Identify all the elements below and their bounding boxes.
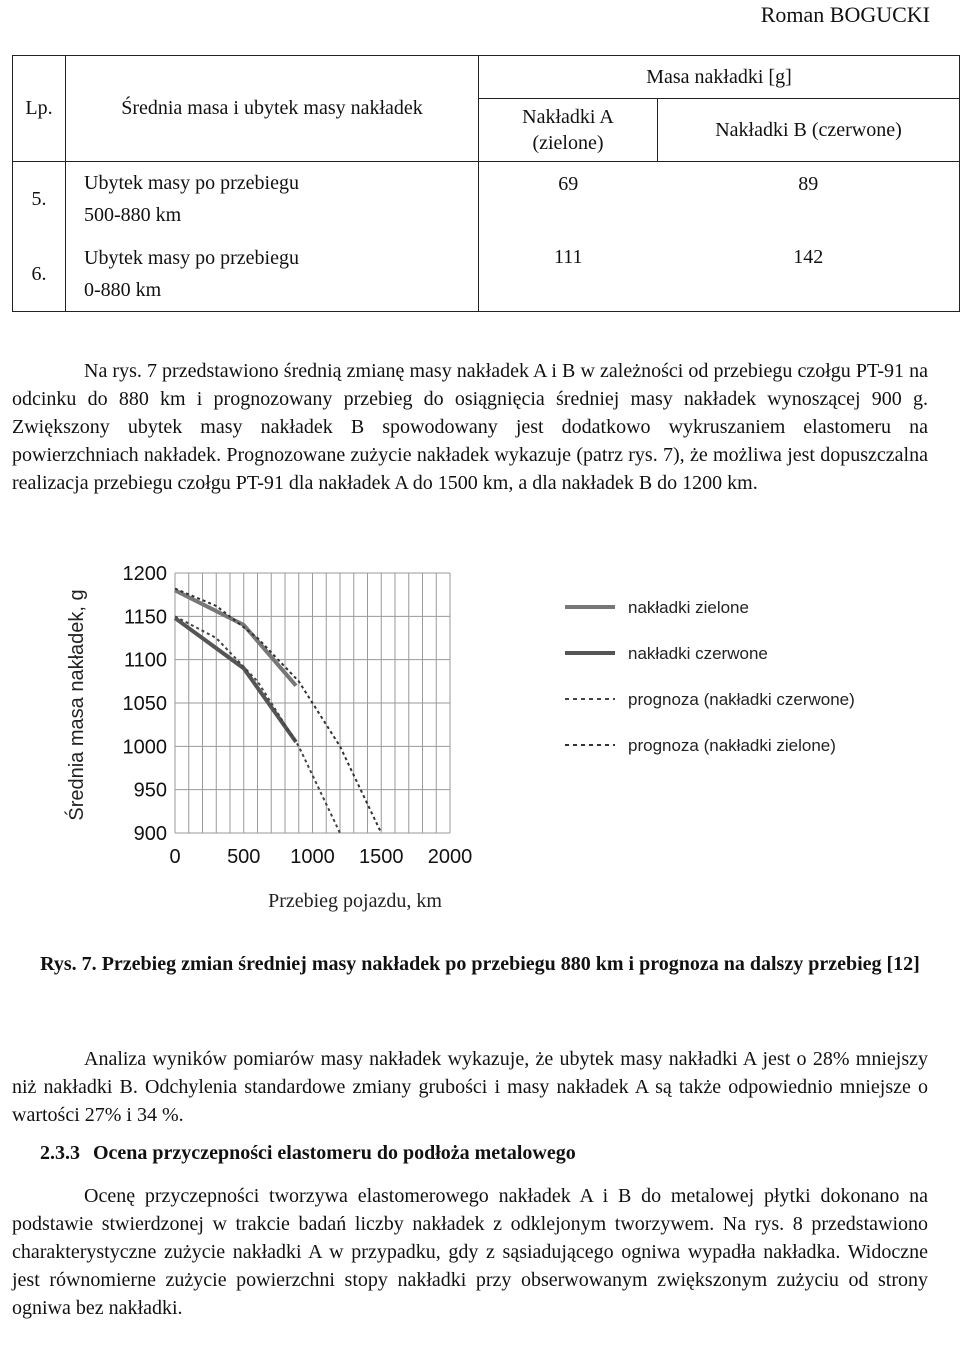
caption-text: Przebieg zmian średniej masy nakładek po przebiegu 880 km i prognoza na dalszy przebieg [12] [101, 953, 920, 975]
mass-table [12, 55, 960, 312]
series-line [175, 618, 296, 742]
row-lp: 6. [13, 237, 66, 312]
x-tick-label: 1500 [359, 846, 404, 868]
y-tick-label: 900 [133, 823, 167, 845]
y-tick-label: 950 [133, 779, 167, 802]
col-a-header-line1: Nakładki A [522, 106, 614, 128]
paragraph-1-text: Na rys. 7 przedstawiono średnią zmianę masy nakładek A i B w zależności od przebiegu czołgu PT-91 na odcinku do 880 km i prognozowany przebieg do osiągnięcia średniej masy nakładek wynoszącej 900 g. Zwiększony ubytek masy nakładek B spowodowany jest dodatkowo wykruszaniem elastomeru na powierzchniach nakładek. Prognozowane zużycie nakładek wykazuje (patrz rys. 7), że możliwa jest dopuszczalna realizacja przebiegu czołgu PT-91 dla nakładek A do 1500 km, a dla nakładek B do 1200 km. [12, 360, 928, 494]
col-lp-header: Lp. [13, 56, 66, 162]
col-desc-header: Średnia masa i ubytek masy nakładek [66, 56, 479, 162]
legend-label: prognoza (nakładki czerwone) [628, 690, 855, 709]
col-b-header: Nakładki B (czerwone) [658, 99, 960, 162]
mass-chart [55, 555, 925, 945]
chart-legend [565, 598, 855, 755]
y-tick-label: 1150 [123, 606, 167, 629]
section-number: 2.3.3 [40, 1142, 80, 1164]
caption-label: Rys. 7. [40, 953, 97, 975]
series-line [175, 589, 381, 833]
legend-label: prognoza (nakładki zielone) [628, 736, 836, 755]
y-tick-labels [123, 563, 168, 845]
paragraph-3-text: Ocenę przyczepności tworzywa elastomerowego nakładek A i B do metalowej płytki dokonano na podstawie stwierdzonej w trakcie badań liczby nakładek z odklejonym tworzywem. Na rys. 8 przedstawiono charakterystyczne zużycie nakładki A w przypadku, gdy z sąsiadującego ogniwa wypadła nakładka. Widoczne jest równomierne zużycie powierzchni stopy nakładki przy obserwowanym zwiększonym zużyciu od strony ogniwa bez nakładki. [12, 1185, 928, 1319]
figure-caption [12, 950, 948, 978]
y-tick-label: 1200 [122, 563, 167, 585]
paragraph-2-text: Analiza wyników pomiarów masy nakładek wykazuje, że ubytek masy nakładki A jest o 28% mniejszy niż nakładki B. Odchylenia standardowe zmiany grubości i masy nakładek A są także odpowiednio mniejsze o wartości 27% i 34 %. [12, 1048, 928, 1126]
row-value-a: 69 [479, 162, 658, 237]
row-value-b: 89 [658, 162, 960, 237]
y-tick-label: 1000 [122, 736, 167, 759]
series-line [175, 590, 296, 685]
paragraph-1 [12, 357, 928, 497]
author-header: Roman BOGUCKI [760, 2, 930, 27]
row-value-a: 111 [479, 237, 658, 312]
legend-label: nakładki zielone [628, 598, 749, 617]
row-desc-line2: 0-880 km [84, 278, 162, 301]
row-desc-line2: 500-880 km [84, 204, 182, 227]
x-axis-label: Przebieg pojazdu, km [268, 890, 442, 912]
col-a-header-line2: (zielone) [532, 132, 604, 154]
row-desc-line1: Ubytek masy po przebiegu [84, 172, 299, 195]
row-lp: 5. [13, 162, 66, 237]
x-tick-label: 1000 [290, 846, 335, 868]
figure-7 [55, 555, 925, 945]
x-tick-label: 2000 [427, 846, 473, 868]
row-desc-line1: Ubytek masy po przebiegu [84, 246, 299, 269]
x-tick-label: 0 [169, 846, 181, 868]
y-tick-label: 1100 [123, 649, 167, 672]
y-tick-label: 1050 [122, 693, 167, 715]
y-axis-label: Średnia masa nakładek, g [66, 589, 88, 821]
section-heading [40, 1142, 584, 1165]
row-desc [66, 162, 479, 237]
paragraph-2 [12, 1045, 928, 1129]
col-a-header [479, 99, 658, 162]
paragraph-3 [12, 1182, 928, 1322]
row-desc [66, 237, 479, 312]
x-tick-label: 500 [227, 846, 261, 868]
x-tick-labels [169, 846, 472, 868]
chart-series-lines [175, 589, 381, 833]
col-group-header: Masa nakładki [g] [479, 56, 960, 99]
row-value-b: 142 [658, 237, 960, 312]
legend-label: nakładki czerwone [628, 644, 768, 663]
section-title: Ocena przyczepności elastomeru do podłoża metalowego [93, 1142, 576, 1164]
